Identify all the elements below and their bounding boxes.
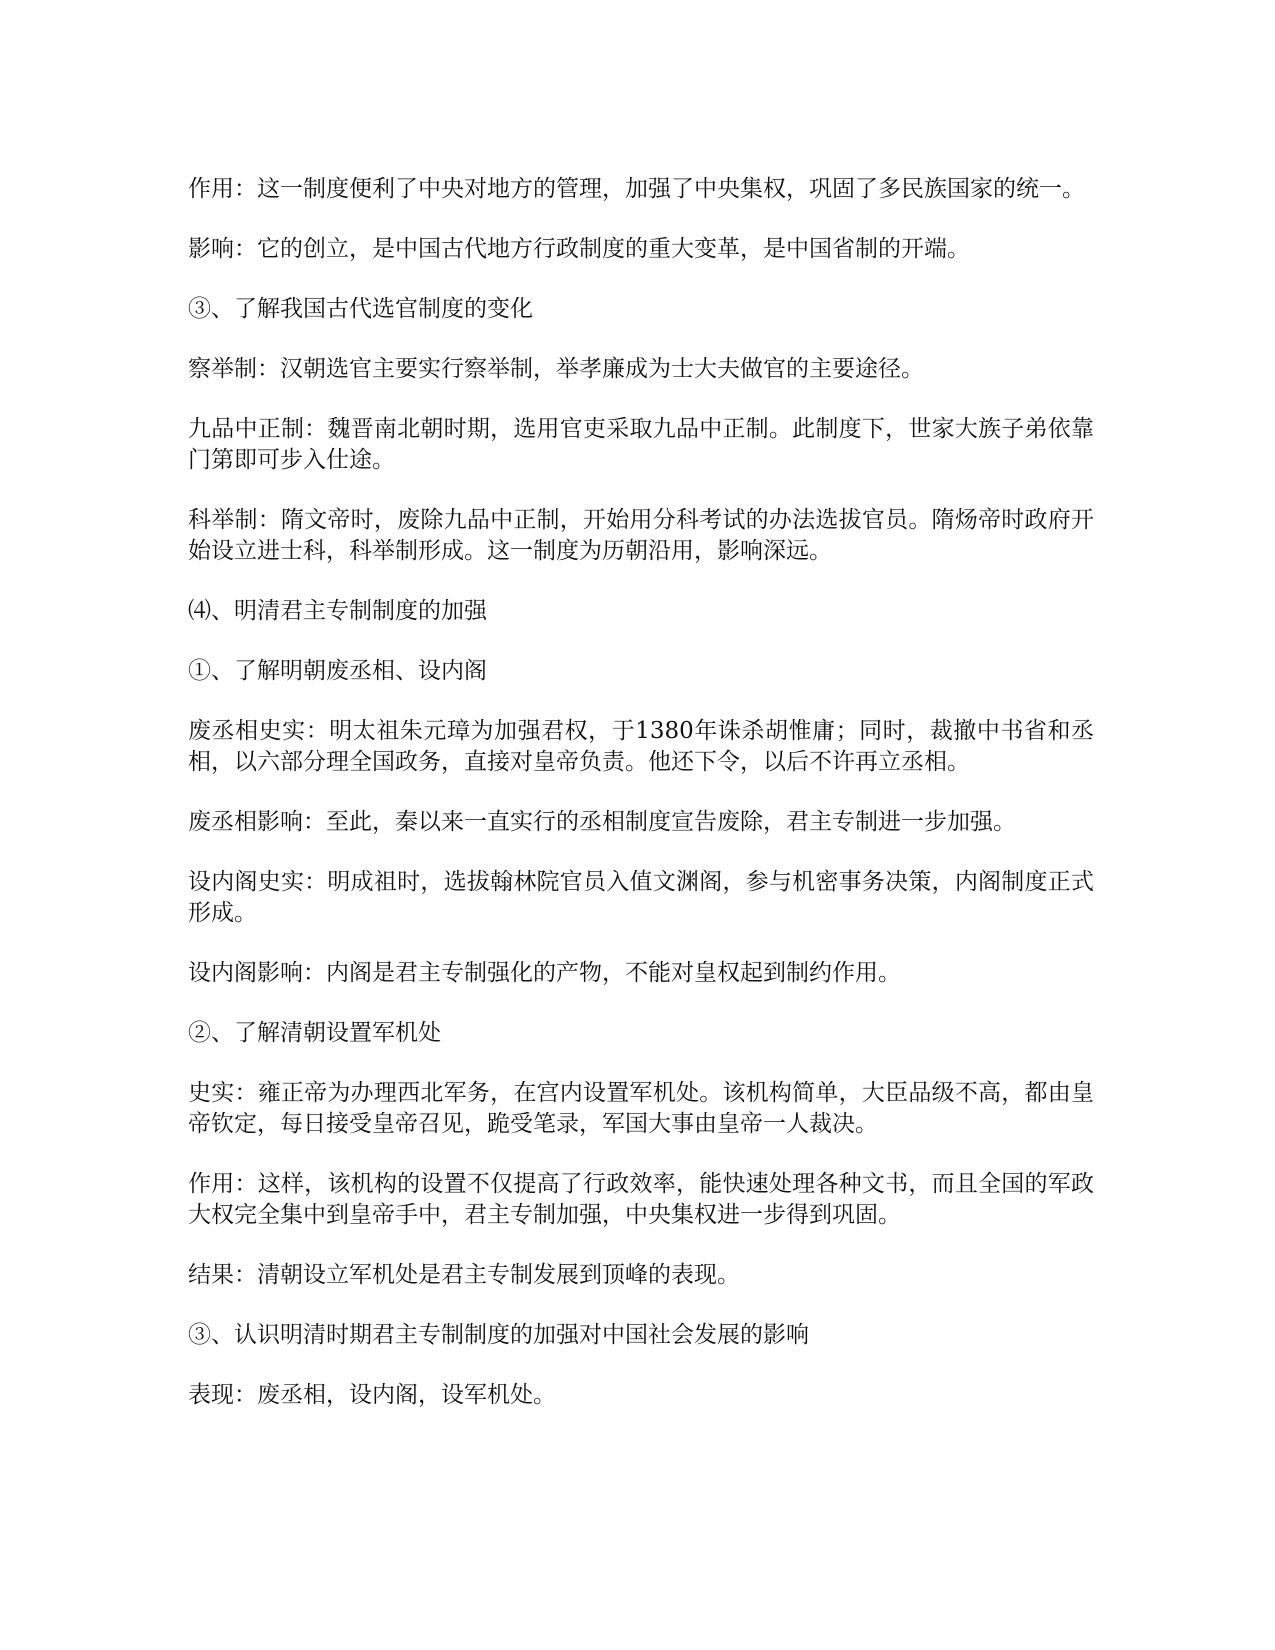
document-body [188,174,1094,1440]
paragraph-grand-council-facts: 史实：雍正帝为办理西北军务，在宫内设置军机处。该机构简单，大臣品级不高，都由皇帝钦定，每日接受皇帝召见，跪受笔录，军国大事由皇帝一人裁决。 [188,1080,1094,1137]
paragraph-grand-secretariat-impact: 设内阁影响：内阁是君主专制强化的产物，不能对皇权起到制约作用。 [188,960,901,986]
heading-abolish-chancellor-grand-secretariat: ①、了解明朝废丞相、设内阁 [188,658,487,684]
paragraph-chaju-system: 察举制：汉朝选官主要实行察举制，举孝廉成为士大夫做官的主要途径。 [188,356,924,382]
paragraph-abolish-chancellor-facts: 废丞相史实：明太祖朱元璋为加强君权，于1380年诛杀胡惟庸；同时，裁撤中书省和丞相，以六部分理全国政务，直接对皇帝负责。他还下令，以后不许再立丞相。 [188,718,1094,775]
paragraph-grand-council-role: 作用：这样，该机构的设置不仅提高了行政效率，能快速处理各种文书，而且全国的军政大权完全集中到皇帝手中，君主专制加强，中央集权进一步得到巩固。 [188,1171,1094,1228]
paragraph-nine-rank-system: 九品中正制：魏晋南北朝时期，选用官吏采取九品中正制。此制度下，世家大族子弟依靠门第即可步入仕途。 [188,416,1094,473]
heading-official-selection-changes: ③、了解我国古代选官制度的变化 [188,296,533,322]
paragraph-abolish-chancellor-impact: 废丞相影响：至此，秦以来一直实行的丞相制度宣告废除，君主专制进一步加强。 [188,809,1016,835]
heading-ming-qing-autocracy: ⑷、明清君主专制制度的加强 [188,598,487,624]
paragraph-imperial-exam-system: 科举制：隋文帝时，废除九品中正制，开始用分科考试的办法选拔官员。隋炀帝时政府开始设立进士科，科举制形成。这一制度为历朝沿用，影响深远。 [188,507,1094,564]
paragraph-manifestations: 表现：废丞相，设内阁，设军机处。 [188,1382,556,1408]
heading-grand-council: ②、了解清朝设置军机处 [188,1020,441,1046]
paragraph-grand-council-result: 结果：清朝设立军机处是君主专制发展到顶峰的表现。 [188,1262,740,1288]
paragraph-role-of-province-system: 作用：这一制度便利了中央对地方的管理，加强了中央集权，巩固了多民族国家的统一。 [188,176,1085,202]
heading-autocracy-social-impact: ③、认识明清时期君主专制制度的加强对中国社会发展的影响 [188,1322,809,1348]
paragraph-grand-secretariat-facts: 设内阁史实：明成祖时，选拔翰林院官员入值文渊阁，参与机密事务决策，内阁制度正式形成。 [188,869,1094,926]
paragraph-impact-of-province-system: 影响：它的创立，是中国古代地方行政制度的重大变革，是中国省制的开端。 [188,236,970,262]
